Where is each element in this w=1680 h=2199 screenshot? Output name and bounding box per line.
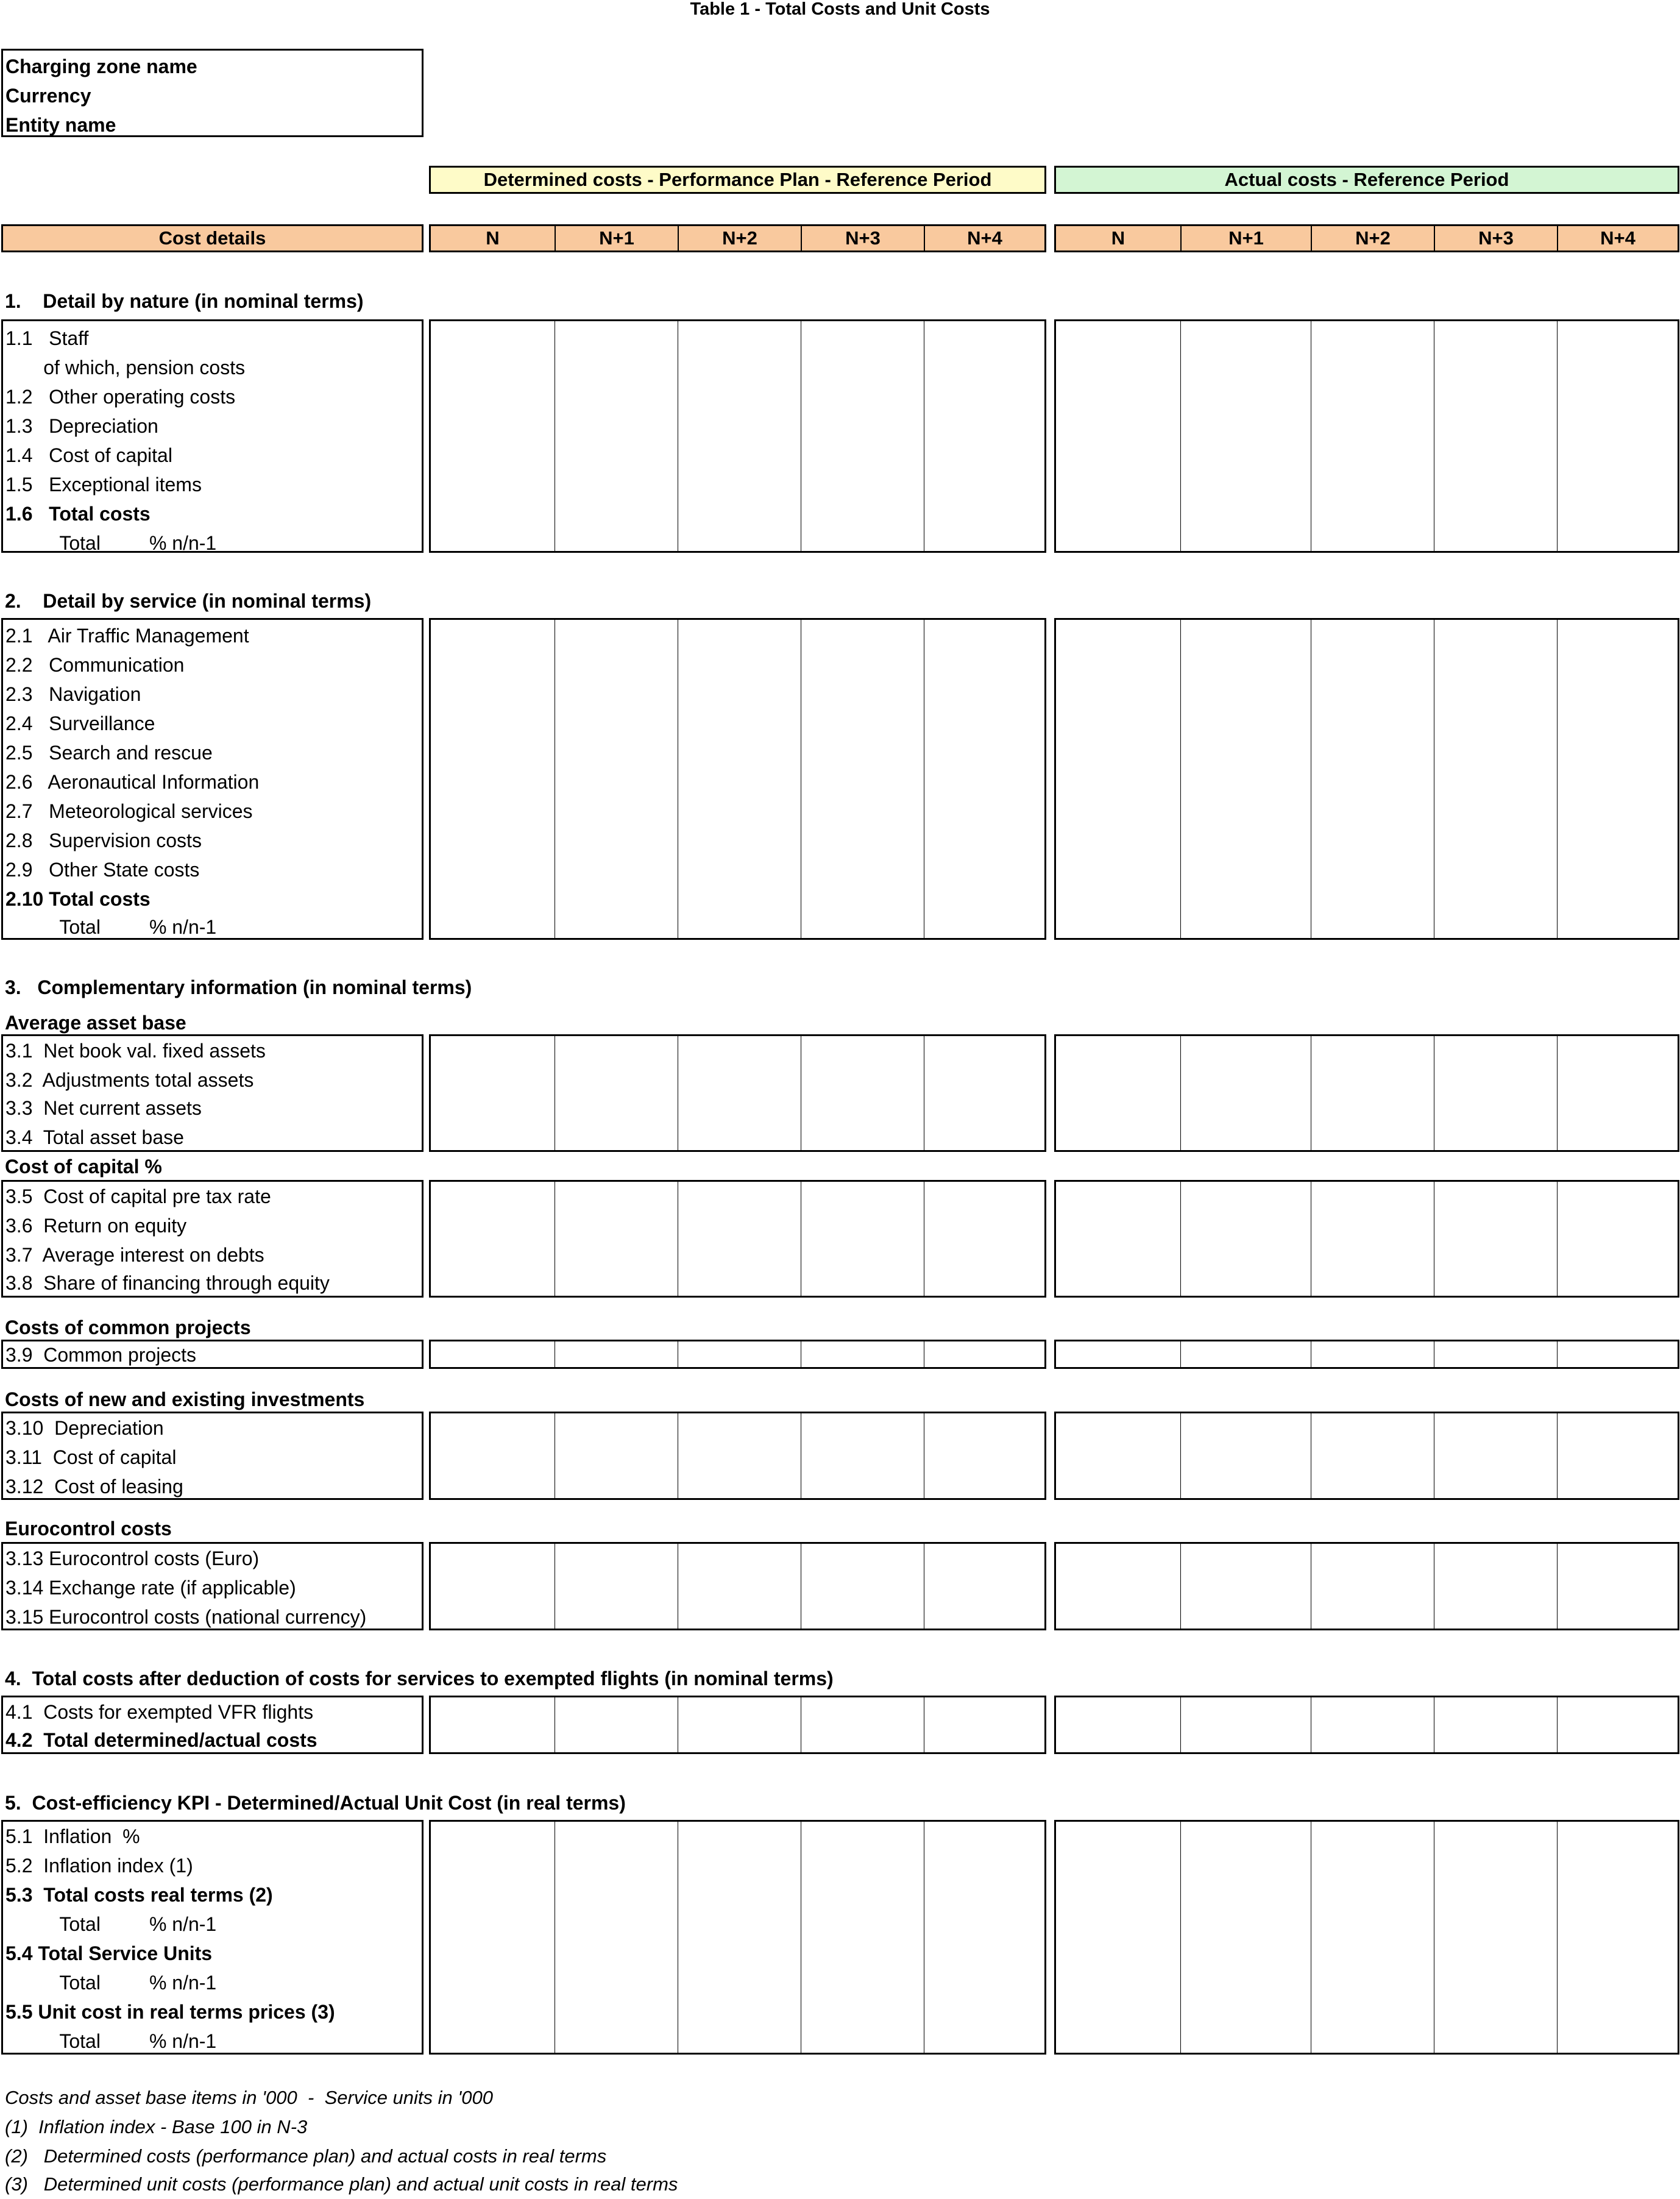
row-3-4: 3.4 Total asset base — [5, 1126, 184, 1148]
section-3a-actual-grid — [1054, 1034, 1679, 1152]
row-2-4: 2.4 Surveillance — [5, 712, 155, 734]
row-1-2: 1.2 Other operating costs — [5, 386, 236, 408]
row-3-12: 3.12 Cost of leasing — [5, 1476, 183, 1497]
entity-name-label: Entity name — [5, 114, 116, 136]
section-5-actual-grid — [1054, 1820, 1679, 2055]
section-4-title: 4. Total costs after deduction of costs for services to exempted flights (in nominal terms) — [5, 1668, 834, 1689]
section-3b-actual-grid — [1054, 1180, 1679, 1298]
eurocontrol-heading: Eurocontrol costs — [5, 1518, 172, 1540]
section-4-actual-grid — [1054, 1696, 1679, 1754]
section-3d-actual-grid — [1054, 1412, 1679, 1500]
currency-label: Currency — [5, 85, 91, 107]
row-5-5-pct: Total % n/n-1 — [5, 2030, 217, 2052]
page-title: Table 1 - Total Costs and Unit Costs — [690, 0, 990, 19]
row-4-2: 4.2 Total determined/actual costs — [5, 1729, 317, 1751]
section-3d-determined-grid — [429, 1412, 1046, 1500]
row-3-10: 3.10 Depreciation — [5, 1417, 164, 1439]
section-3d-labels — [1, 1412, 424, 1500]
row-1-1: 1.1 Staff — [5, 327, 89, 349]
det-year-n1: N+1 — [555, 226, 678, 250]
act-year-n3: N+3 — [1434, 226, 1557, 250]
row-3-3: 3.3 Net current assets — [5, 1097, 202, 1119]
common-projects-heading: Costs of common projects — [5, 1316, 251, 1338]
section-1-title: 1. Detail by nature (in nominal terms) — [5, 290, 364, 312]
actual-costs-header: Actual costs - Reference Period — [1054, 166, 1679, 194]
row-2-7: 2.7 Meteorological services — [5, 800, 253, 822]
section-1-determined-grid — [429, 319, 1046, 553]
section-3b-determined-grid — [429, 1180, 1046, 1298]
cost-details-header — [1, 224, 424, 252]
row-1-4: 1.4 Cost of capital — [5, 444, 172, 466]
det-year-n: N — [486, 227, 500, 249]
identification-box — [1, 49, 424, 137]
section-1-actual-grid — [1054, 319, 1679, 553]
section-5-labels — [1, 1820, 424, 2055]
act-year-n4: N+4 — [1557, 226, 1678, 250]
determined-costs-header: Determined costs - Performance Plan - Reference Period — [429, 166, 1046, 194]
act-year-n: N — [1111, 227, 1125, 249]
section-3a-labels — [1, 1034, 424, 1152]
charging-zone-label: Charging zone name — [5, 55, 197, 77]
row-2-9: 2.9 Other State costs — [5, 859, 200, 881]
row-3-5: 3.5 Cost of capital pre tax rate — [5, 1185, 271, 1207]
section-3c-determined-grid — [429, 1340, 1046, 1369]
det-year-n4: N+4 — [924, 226, 1044, 250]
section-4-labels — [1, 1696, 424, 1754]
row-5-2: 5.2 Inflation index (1) — [5, 1855, 193, 1877]
row-5-4: 5.4 Total Service Units — [5, 1942, 213, 1964]
row-1-5: 1.5 Exceptional items — [5, 474, 202, 496]
row-3-11: 3.11 Cost of capital — [5, 1446, 177, 1468]
note-1: (1) Inflation index - Base 100 in N-3 — [5, 2116, 308, 2137]
row-3-6: 3.6 Return on equity — [5, 1215, 187, 1237]
section-5-title: 5. Cost-efficiency KPI - Determined/Actual Unit Cost (in real terms) — [5, 1792, 626, 1814]
cost-of-capital-heading: Cost of capital % — [5, 1156, 162, 1178]
section-3c-labels — [1, 1340, 424, 1369]
section-1-labels — [1, 319, 424, 553]
investments-heading: Costs of new and existing investments — [5, 1388, 365, 1410]
note-3: (3) Determined unit costs (performance plan) and actual unit costs in real terms — [5, 2173, 678, 2195]
row-3-14: 3.14 Exchange rate (if applicable) — [5, 1577, 296, 1599]
row-2-8: 2.8 Supervision costs — [5, 830, 202, 851]
row-3-2: 3.2 Adjustments total assets — [5, 1069, 254, 1091]
row-3-1: 3.1 Net book val. fixed assets — [5, 1040, 266, 1062]
row-3-15: 3.15 Eurocontrol costs (national currency) — [5, 1606, 367, 1628]
section-2-determined-grid — [429, 618, 1046, 940]
row-5-3-pct: Total % n/n-1 — [5, 1913, 217, 1935]
row-2-6: 2.6 Aeronautical Information — [5, 771, 260, 793]
determined-year-headers — [429, 224, 1046, 252]
row-2-5: 2.5 Search and rescue — [5, 742, 213, 764]
row-2-10-pct: Total % n/n-1 — [5, 916, 217, 938]
row-1-1a: of which, pension costs — [5, 357, 246, 378]
section-3a-determined-grid — [429, 1034, 1046, 1152]
section-3e-determined-grid — [429, 1542, 1046, 1630]
row-3-9: 3.9 Common projects — [5, 1344, 197, 1366]
section-3e-labels — [1, 1542, 424, 1630]
row-2-3: 2.3 Navigation — [5, 683, 141, 705]
section-3c-actual-grid — [1054, 1340, 1679, 1369]
row-1-6: 1.6 Total costs — [5, 503, 151, 525]
section-3b-labels — [1, 1180, 424, 1298]
row-2-10: 2.10 Total costs — [5, 888, 151, 910]
row-5-4-pct: Total % n/n-1 — [5, 1972, 217, 1994]
average-asset-base-heading: Average asset base — [5, 1012, 186, 1034]
section-4-determined-grid — [429, 1696, 1046, 1754]
act-year-n2: N+2 — [1311, 226, 1434, 250]
section-3e-actual-grid — [1054, 1542, 1679, 1630]
actual-year-headers — [1054, 224, 1679, 252]
row-5-3: 5.3 Total costs real terms (2) — [5, 1884, 273, 1906]
section-5-determined-grid — [429, 1820, 1046, 2055]
row-3-13: 3.13 Eurocontrol costs (Euro) — [5, 1547, 260, 1569]
act-year-n1: N+1 — [1180, 226, 1311, 250]
det-year-n2: N+2 — [678, 226, 801, 250]
row-1-3: 1.3 Depreciation — [5, 415, 158, 437]
section-2-title: 2. Detail by service (in nominal terms) — [5, 590, 372, 612]
row-2-1: 2.1 Air Traffic Management — [5, 625, 249, 647]
row-4-1: 4.1 Costs for exempted VFR flights — [5, 1701, 314, 1723]
note-units: Costs and asset base items in '000 - Service units in '000 — [5, 2087, 494, 2108]
cost-details-label: Cost details — [158, 227, 266, 249]
row-1-6-pct: Total % n/n-1 — [5, 532, 217, 554]
row-3-8: 3.8 Share of financing through equity — [5, 1272, 330, 1294]
note-2: (2) Determined costs (performance plan) and actual costs in real terms — [5, 2145, 607, 2167]
row-3-7: 3.7 Average interest on debts — [5, 1244, 264, 1266]
row-5-5: 5.5 Unit cost in real terms prices (3) — [5, 2001, 335, 2023]
section-2-actual-grid — [1054, 618, 1679, 940]
row-5-1: 5.1 Inflation % — [5, 1825, 140, 1847]
det-year-n3: N+3 — [801, 226, 924, 250]
row-2-2: 2.2 Communication — [5, 654, 185, 676]
section-3-title: 3. Complementary information (in nominal terms) — [5, 976, 472, 998]
section-2-labels — [1, 618, 424, 940]
